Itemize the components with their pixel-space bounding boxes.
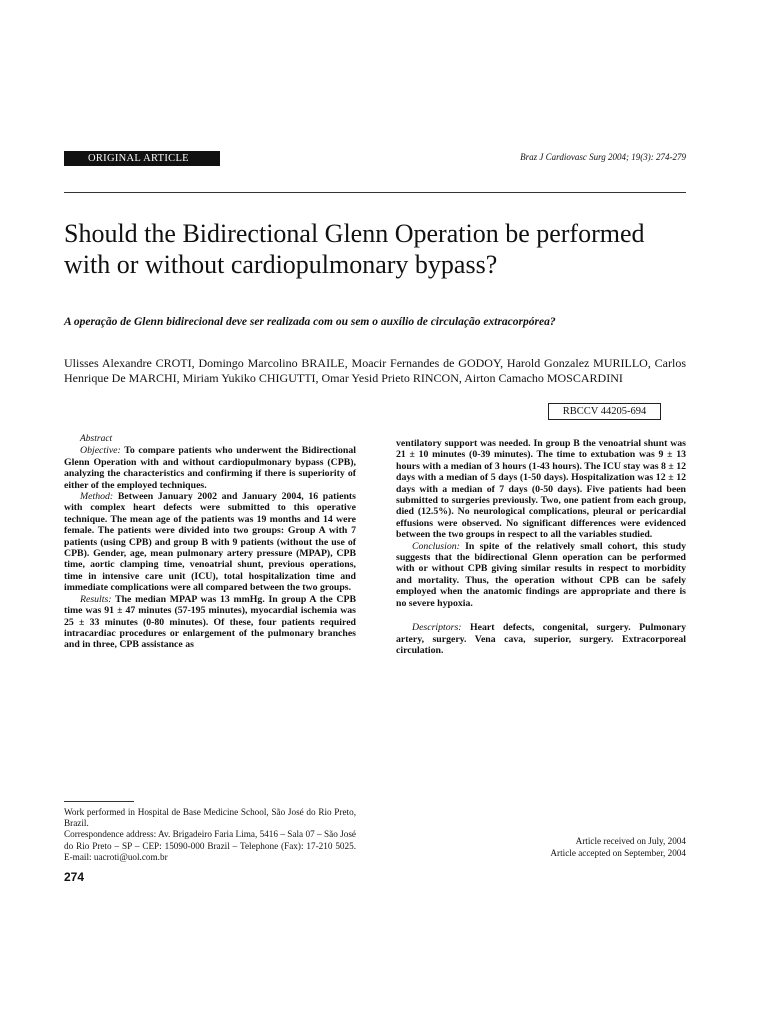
conclusion-text: In spite of the relatively small cohort, this study suggests that the bidirectional Glenn operation can be performed with or without CPB giving similar results in respect to morbidity and mortality. Thus, the operation without CPB can be safely employed when the anatomic findings are appropriate and there is no severe hypoxia. (396, 540, 686, 609)
descriptors-label: Descriptors: (412, 622, 462, 634)
article-dates (440, 836, 686, 859)
method-text: Between January 2002 and January 2004, 16 patients with complex heart defects were submitted to this operative technique. The mean age of the patients was 19 months and 14 were female. The patients were divided into two groups: Group A with 7 patients (using CPB) and group B with 9 patients (without the use of CPB). Gender, age, mean pulmonary artery pressure (MPAP), CPB time, aortic clamping time, venoatrial shunt, previous operations, time in intensive care unit (ICU), total hospitalization time and immediate complications were all compared between the two groups. (64, 491, 356, 594)
journal-citation: Braz J Cardiovasc Surg 2004; 19(3): 274-279 (520, 152, 686, 162)
method-label: Method: (80, 491, 114, 503)
descriptors-text: Heart defects, congenital, surgery. Pulmonary artery, surgery. Vena cava, superior, surgery. Extracorporeal circulation. (396, 622, 686, 656)
abstract-heading: Abstract (80, 434, 113, 444)
article-title: Should the Bidirectional Glenn Operation be performed with or without cardiopulmonary bypass? (64, 219, 645, 279)
section-tag: ORIGINAL ARTICLE (64, 151, 220, 166)
author-list: Ulisses Alexandre CROTI, Domingo Marcolino BRAILE, Moacir Fernandes de GODOY, Harold Gonzalez MURILLO, Carlos Henrique De MARCHI, Miriam Yukiko CHIGUTTI, Omar Yesid Prieto RINCON, Airton Camacho MOSCARDINI (64, 356, 686, 385)
results-text: The median MPAP was 13 mmHg. In group A the CPB time was 91 ± 47 minutes (57-195 minutes), myocardial ischemia was 25 ± 33 minutes (0-80 minutes). Of these, four patients required intracardiac procedures or enlargement of the pulmonary branches and in three, CPB assistance as (64, 593, 356, 651)
accepted-date: Article accepted on September, 2004 (550, 847, 686, 858)
article-subtitle: A operação de Glenn bidirecional deve ser realizada com ou sem o auxílio de circulação extracorpórea? (64, 316, 556, 328)
results-continued: ventilatory support was needed. In group B the venoatrial shunt was 21 ± 10 minutes (0-39 minutes). The time to extubation was 9 ± 13 hours with a median of 3 hours (1-43 hours). The ICU stay was 8 ± 12 days with a median of 5 days (1-50 days). Hospitalization was 12 ± 12 days with a median of 7 days (0-50 days). Five patients had been submitted to surgeries previously. Two, one patient from each group, died (12.5%). No neurological complications, pleural or pericardial effusions were observed. No significant differences were evidenced between the two groups in respect to all the variables studied. (396, 438, 686, 541)
objective-text: To compare patients who underwent the Bidirectional Glenn Operation with and without cardiopulmonary bypass (CPB), analyzing the characteristics and confirming if there is superiority of either of the employed techniques. (64, 445, 356, 491)
header-divider (64, 192, 686, 193)
conclusion-label: Conclusion: (412, 540, 460, 552)
abstract-right-column (396, 438, 686, 656)
rbccv-code-box: RBCCV 44205-694 (548, 403, 661, 420)
objective-paragraph (64, 445, 356, 491)
objective-label: Objective: (80, 445, 121, 457)
method-paragraph (64, 491, 356, 594)
footnote (64, 807, 356, 863)
footnote-work: Work performed in Hospital de Base Medicine School, São José do Rio Preto, Brazil. (64, 807, 356, 829)
received-date: Article received on July, 2004 (575, 836, 686, 846)
footnote-correspondence: Correspondence address: Av. Brigadeiro Faria Lima, 5416 – Sala 07 – São José do Rio Preto – SP – CEP: 15090-000 Brazil – Telephone (Fax): 17-210 5025. E-mail: uacroti@uol.com.br (64, 829, 356, 862)
conclusion-paragraph (396, 541, 686, 609)
results-paragraph (64, 594, 356, 651)
abstract-left-column (64, 434, 356, 651)
page-number: 274 (64, 870, 85, 884)
descriptors-paragraph (396, 622, 686, 656)
footnote-divider (64, 801, 134, 802)
results-label: Results: (80, 593, 112, 605)
